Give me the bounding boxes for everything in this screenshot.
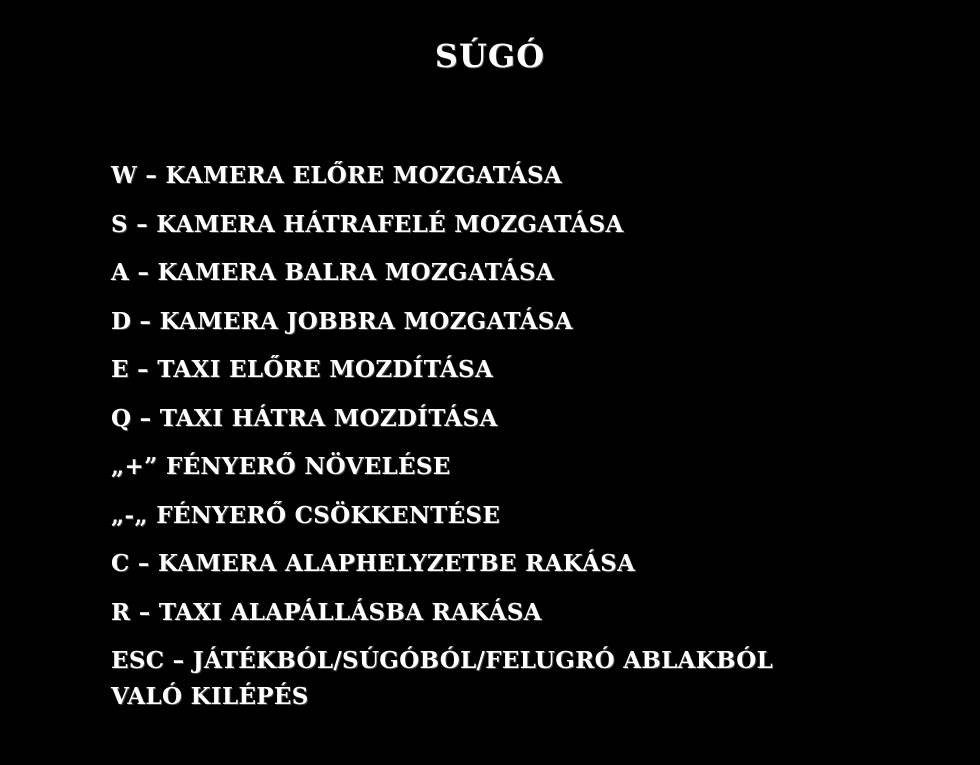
help-item-w: W – KAMERA ELŐRE MOZGATÁSA	[111, 162, 563, 189]
help-item-plus: „+” FÉNYERŐ NÖVELÉSE	[111, 453, 451, 480]
help-item-esc: ESC – JÁTÉKBÓL/SÚGÓBÓL/FELUGRÓ ABLAKBÓL VALÓ KILÉPÉS	[111, 647, 774, 710]
page-title: SÚGÓ	[434, 37, 546, 75]
help-list	[111, 158, 831, 728]
help-item-d: D – KAMERA JOBBRA MOZGATÁSA	[111, 307, 573, 335]
help-item-a: A – KAMERA BALRA MOZGATÁSA	[111, 259, 555, 286]
help-item-c: C – KAMERA ALAPHELYZETBE RAKÁSA	[111, 550, 636, 577]
help-item-s: S – KAMERA HÁTRAFELÉ MOZGATÁSA	[111, 210, 624, 238]
help-item-r: R – TAXI ALAPÁLLÁSBA RAKÁSA	[111, 598, 542, 626]
help-item-e: E – TAXI ELŐRE MOZDÍTÁSA	[111, 356, 494, 383]
help-item-minus: „-„ FÉNYERŐ CSÖKKENTÉSE	[111, 501, 501, 529]
help-item-q: Q – TAXI HÁTRA MOZDÍTÁSA	[111, 404, 498, 432]
